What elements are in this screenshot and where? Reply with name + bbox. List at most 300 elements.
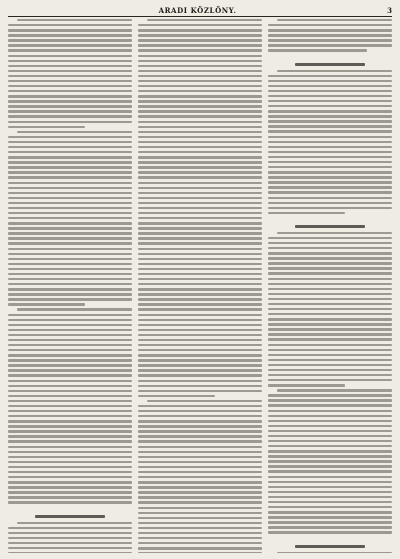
text-line xyxy=(138,456,262,458)
text-line xyxy=(138,182,262,184)
text-line xyxy=(268,308,392,310)
text-line xyxy=(138,232,262,234)
text-line xyxy=(8,481,132,483)
text-line xyxy=(138,288,262,290)
text-line xyxy=(138,369,262,371)
text-line xyxy=(268,526,392,528)
text-line xyxy=(8,121,132,123)
text-line xyxy=(268,267,392,269)
text-line xyxy=(8,60,132,62)
text-line xyxy=(138,527,262,529)
text-line xyxy=(138,354,262,356)
text-line xyxy=(138,481,262,483)
text-line xyxy=(147,19,262,21)
text-line xyxy=(138,176,262,178)
paragraph-gap xyxy=(268,537,392,541)
text-line xyxy=(138,202,262,204)
text-line xyxy=(268,516,392,518)
text-line xyxy=(268,90,392,92)
text-line xyxy=(8,212,132,214)
text-line xyxy=(268,181,392,183)
text-line xyxy=(8,456,132,458)
text-line xyxy=(8,288,132,290)
text-line xyxy=(138,121,262,123)
text-line xyxy=(268,262,392,264)
text-line xyxy=(8,446,132,448)
text-line xyxy=(8,156,132,158)
paragraph-gap xyxy=(8,507,132,511)
text-line xyxy=(8,410,132,412)
text-line xyxy=(8,344,132,346)
text-line xyxy=(8,532,132,534)
text-line xyxy=(138,334,262,336)
text-line xyxy=(8,202,132,204)
text-line xyxy=(268,328,392,330)
text-line xyxy=(138,430,262,432)
text-line xyxy=(8,451,132,453)
text-line xyxy=(268,141,392,143)
text-line xyxy=(17,522,132,524)
text-line xyxy=(268,125,392,127)
text-line xyxy=(138,60,262,62)
text-line xyxy=(268,298,392,300)
text-line xyxy=(8,359,132,361)
text-line xyxy=(8,29,132,31)
text-line xyxy=(268,415,392,417)
text-line xyxy=(138,222,262,224)
text-line xyxy=(17,308,132,310)
text-line xyxy=(268,39,392,41)
text-line xyxy=(138,24,262,26)
text-line xyxy=(268,374,392,376)
text-line xyxy=(138,374,262,376)
text-line xyxy=(138,156,262,158)
text-line xyxy=(268,430,392,432)
text-line xyxy=(8,496,132,498)
text-line xyxy=(268,272,392,274)
text-line xyxy=(268,481,392,483)
text-line xyxy=(138,29,262,31)
text-line xyxy=(138,100,262,102)
text-line xyxy=(268,186,392,188)
text-line xyxy=(268,115,392,117)
text-line xyxy=(268,501,392,503)
text-line xyxy=(138,207,262,209)
text-line xyxy=(268,202,392,204)
text-line xyxy=(138,410,262,412)
text-line xyxy=(138,532,262,534)
text-line xyxy=(138,39,262,41)
text-line xyxy=(8,273,132,275)
text-line xyxy=(268,100,392,102)
text-line xyxy=(138,166,262,168)
text-line xyxy=(8,476,132,478)
text-line xyxy=(268,379,392,381)
text-line xyxy=(268,130,392,132)
text-line xyxy=(138,486,262,488)
text-line xyxy=(8,182,132,184)
text-line xyxy=(268,24,392,26)
text-line xyxy=(138,522,262,524)
text-line xyxy=(138,141,262,143)
newspaper-title: ARADI KÖZLÖNY. xyxy=(158,6,237,15)
text-line xyxy=(8,354,132,356)
text-line xyxy=(138,324,262,326)
page-number: 3 xyxy=(387,6,392,15)
text-line xyxy=(138,359,262,361)
text-line xyxy=(268,450,392,452)
text-line xyxy=(268,146,392,148)
text-line xyxy=(268,511,392,513)
text-line xyxy=(8,374,132,376)
text-line xyxy=(277,389,392,391)
text-line xyxy=(268,207,392,209)
text-line xyxy=(268,440,392,442)
text-line xyxy=(8,364,132,366)
text-line xyxy=(268,420,392,422)
column-3 xyxy=(268,19,392,553)
text-line xyxy=(268,394,392,396)
text-line xyxy=(8,405,132,407)
text-line xyxy=(268,496,392,498)
text-line xyxy=(268,29,392,31)
text-line xyxy=(8,339,132,341)
text-line xyxy=(138,212,262,214)
text-line xyxy=(268,75,392,77)
text-line xyxy=(138,44,262,46)
section-heading xyxy=(295,225,364,228)
text-line xyxy=(138,415,262,417)
text-line xyxy=(138,491,262,493)
text-line xyxy=(8,527,132,529)
text-line xyxy=(8,542,132,544)
text-line xyxy=(138,126,262,128)
text-line xyxy=(268,521,392,523)
text-line xyxy=(8,110,132,112)
text-line xyxy=(138,461,262,463)
text-line xyxy=(8,349,132,351)
text-line xyxy=(8,400,132,402)
text-line xyxy=(138,319,262,321)
text-line xyxy=(8,319,132,321)
text-line xyxy=(268,486,392,488)
text-line xyxy=(8,385,132,387)
text-line xyxy=(8,141,132,143)
text-line xyxy=(8,85,132,87)
text-line xyxy=(8,314,132,316)
text-line xyxy=(138,395,215,397)
text-line xyxy=(138,349,262,351)
text-line xyxy=(268,166,392,168)
text-line xyxy=(138,171,262,173)
text-line xyxy=(138,435,262,437)
text-line xyxy=(138,507,262,509)
text-line xyxy=(8,334,132,336)
text-line xyxy=(8,420,132,422)
text-line xyxy=(8,248,132,250)
text-line xyxy=(8,44,132,46)
text-line xyxy=(138,380,262,382)
text-line xyxy=(138,293,262,295)
text-line xyxy=(268,354,392,356)
text-line xyxy=(138,283,262,285)
text-line xyxy=(138,542,262,544)
text-line xyxy=(138,258,262,260)
text-line xyxy=(138,344,262,346)
text-line xyxy=(138,364,262,366)
text-line xyxy=(8,430,132,432)
text-line xyxy=(138,197,262,199)
text-line xyxy=(268,323,392,325)
text-line xyxy=(138,425,262,427)
text-line xyxy=(8,227,132,229)
text-line xyxy=(138,329,262,331)
text-line xyxy=(8,100,132,102)
text-line xyxy=(268,247,392,249)
text-line xyxy=(138,146,262,148)
text-line xyxy=(138,512,262,514)
text-line xyxy=(138,192,262,194)
text-line xyxy=(8,369,132,371)
text-line xyxy=(138,95,262,97)
text-line xyxy=(8,75,132,77)
column-1 xyxy=(8,19,132,553)
text-line xyxy=(138,70,262,72)
text-line xyxy=(8,171,132,173)
text-line xyxy=(138,242,262,244)
text-line xyxy=(268,161,392,163)
text-line xyxy=(8,547,132,549)
text-line xyxy=(138,227,262,229)
text-line xyxy=(8,253,132,255)
text-line xyxy=(8,126,85,128)
text-line xyxy=(8,80,132,82)
text-line xyxy=(8,278,132,280)
text-line xyxy=(8,34,132,36)
text-line xyxy=(8,415,132,417)
text-line xyxy=(138,476,262,478)
text-line xyxy=(268,455,392,457)
text-line xyxy=(8,258,132,260)
text-line xyxy=(138,75,262,77)
text-line xyxy=(8,70,132,72)
text-line xyxy=(8,303,85,305)
text-line xyxy=(8,151,132,153)
text-line xyxy=(268,110,392,112)
text-line xyxy=(8,471,132,473)
text-line xyxy=(138,237,262,239)
text-line xyxy=(138,90,262,92)
text-line xyxy=(8,425,132,427)
text-line xyxy=(8,166,132,168)
text-line xyxy=(268,191,392,193)
text-line xyxy=(138,161,262,163)
text-line xyxy=(268,344,392,346)
article-columns xyxy=(8,19,392,553)
text-line xyxy=(268,95,392,97)
text-line xyxy=(268,465,392,467)
text-line xyxy=(138,151,262,153)
text-line xyxy=(268,399,392,401)
text-line xyxy=(138,537,262,539)
section-heading xyxy=(295,545,364,548)
text-line xyxy=(268,470,392,472)
text-line xyxy=(268,283,392,285)
text-line xyxy=(8,90,132,92)
text-line xyxy=(268,197,392,199)
text-line xyxy=(8,49,132,51)
text-line xyxy=(268,359,392,361)
text-line xyxy=(138,110,262,112)
text-line xyxy=(268,435,392,437)
text-line xyxy=(8,390,132,392)
paragraph-gap xyxy=(268,55,392,59)
text-line xyxy=(268,176,392,178)
text-line xyxy=(268,404,392,406)
text-line xyxy=(8,435,132,437)
text-line xyxy=(8,486,132,488)
text-line xyxy=(138,263,262,265)
text-line xyxy=(8,537,132,539)
text-line xyxy=(268,384,345,386)
text-line xyxy=(268,171,392,173)
text-line xyxy=(8,24,132,26)
section-heading xyxy=(295,63,364,66)
text-line xyxy=(138,517,262,519)
text-line xyxy=(8,461,132,463)
text-line xyxy=(138,552,262,553)
text-line xyxy=(17,19,132,21)
text-line xyxy=(268,369,392,371)
text-line xyxy=(8,466,132,468)
text-line xyxy=(138,390,262,392)
text-line xyxy=(8,222,132,224)
text-line xyxy=(8,115,132,117)
text-line xyxy=(8,232,132,234)
text-line xyxy=(8,552,132,553)
text-line xyxy=(268,44,392,46)
text-line xyxy=(8,380,132,382)
text-line xyxy=(138,385,262,387)
text-line xyxy=(138,471,262,473)
column-2 xyxy=(138,19,262,553)
text-line xyxy=(138,501,262,503)
text-line xyxy=(268,313,392,315)
text-line xyxy=(268,49,367,51)
text-line xyxy=(268,531,392,533)
text-line xyxy=(138,55,262,57)
text-line xyxy=(277,232,392,234)
text-line xyxy=(138,496,262,498)
text-line xyxy=(8,242,132,244)
text-line xyxy=(268,85,392,87)
text-line xyxy=(268,288,392,290)
text-line xyxy=(268,80,392,82)
text-line xyxy=(8,187,132,189)
text-line xyxy=(138,34,262,36)
text-line xyxy=(138,136,262,138)
text-line xyxy=(8,283,132,285)
text-line xyxy=(8,192,132,194)
text-line xyxy=(268,349,392,351)
text-line xyxy=(8,237,132,239)
text-line xyxy=(268,460,392,462)
text-line xyxy=(138,217,262,219)
text-line xyxy=(138,273,262,275)
text-line xyxy=(8,440,132,442)
text-line xyxy=(138,466,262,468)
text-line xyxy=(138,80,262,82)
text-line xyxy=(268,120,392,122)
text-line xyxy=(268,252,392,254)
text-line xyxy=(147,400,262,402)
text-line xyxy=(138,187,262,189)
text-line xyxy=(268,237,392,239)
text-line xyxy=(268,506,392,508)
text-line xyxy=(8,501,132,503)
text-line xyxy=(8,217,132,219)
text-line xyxy=(268,425,392,427)
text-line xyxy=(8,65,132,67)
text-line xyxy=(268,257,392,259)
text-line xyxy=(138,278,262,280)
text-line xyxy=(268,242,392,244)
text-line xyxy=(8,197,132,199)
text-line xyxy=(8,263,132,265)
text-line xyxy=(268,156,392,158)
text-line xyxy=(268,338,392,340)
text-line xyxy=(8,39,132,41)
text-line xyxy=(138,268,262,270)
text-line xyxy=(268,445,392,447)
text-line xyxy=(138,115,262,117)
text-line xyxy=(8,395,132,397)
text-line xyxy=(8,298,132,300)
text-line xyxy=(138,314,262,316)
text-line xyxy=(138,85,262,87)
text-line xyxy=(277,70,392,72)
text-line xyxy=(138,446,262,448)
text-line xyxy=(8,293,132,295)
text-line xyxy=(8,105,132,107)
text-line xyxy=(8,491,132,493)
text-line xyxy=(8,55,132,57)
text-line xyxy=(138,253,262,255)
text-line xyxy=(138,303,262,305)
text-line xyxy=(138,308,262,310)
text-line xyxy=(277,19,392,21)
text-line xyxy=(8,268,132,270)
text-line xyxy=(138,49,262,51)
text-line xyxy=(8,146,132,148)
text-line xyxy=(8,161,132,163)
text-line xyxy=(268,333,392,335)
section-heading xyxy=(35,515,104,518)
text-line xyxy=(268,303,392,305)
text-line xyxy=(8,324,132,326)
text-line xyxy=(268,318,392,320)
text-line xyxy=(268,476,392,478)
text-line xyxy=(268,212,345,214)
text-line xyxy=(138,131,262,133)
text-line xyxy=(138,248,262,250)
text-line xyxy=(8,329,132,331)
text-line xyxy=(138,440,262,442)
text-line xyxy=(17,131,132,133)
text-line xyxy=(268,136,392,138)
text-line xyxy=(138,451,262,453)
text-line xyxy=(277,552,392,554)
